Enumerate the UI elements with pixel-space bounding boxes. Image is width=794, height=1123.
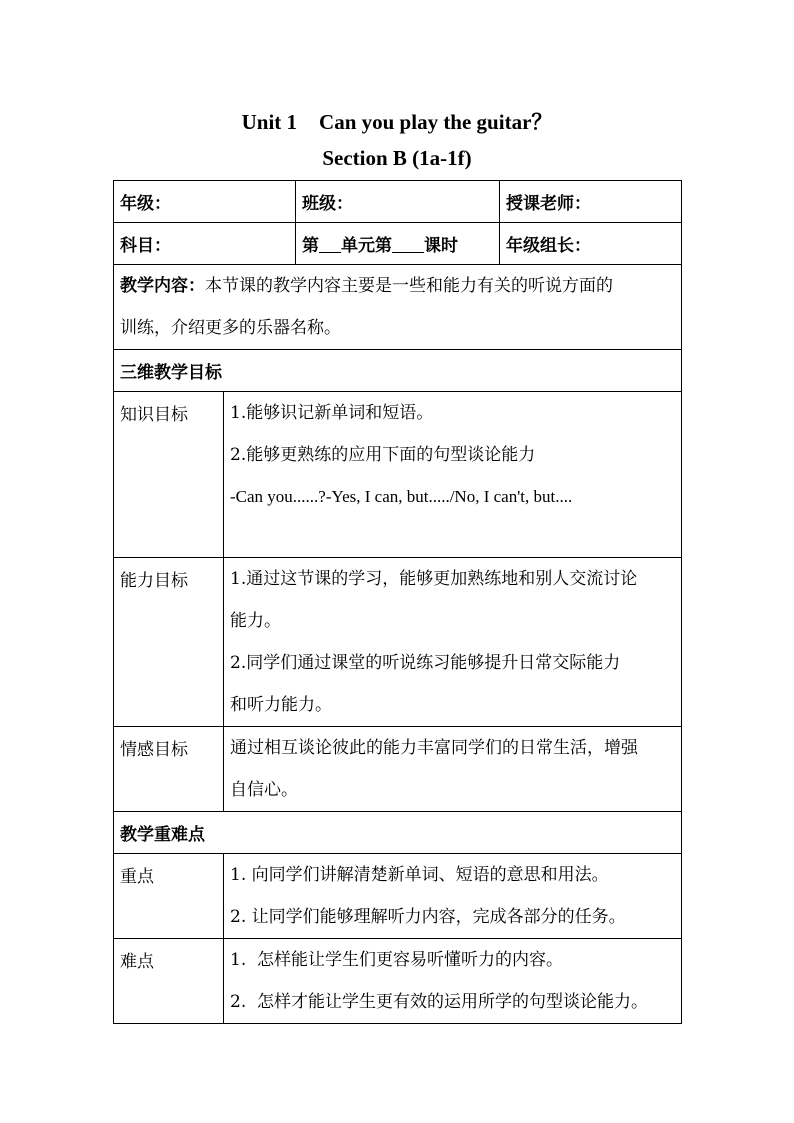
knowledge-item: 1.能够识记新单词和短语。 xyxy=(230,403,434,423)
hard-point-item: 1. 怎样能让学生们更容易听懂听力的内容。 xyxy=(230,950,564,970)
grade-cell: 年级： xyxy=(114,181,296,223)
key-point-item: 1. 向同学们讲解清楚新单词、短语的意思和用法。 xyxy=(230,865,609,885)
ability-label: 能力目标 xyxy=(114,558,224,727)
period-blank xyxy=(392,251,424,253)
goals-heading: 三维教学目标 xyxy=(114,350,682,392)
unit-title xyxy=(0,106,794,136)
ability-line: 和听力能力。 xyxy=(230,695,332,715)
emotion-line: 通过相互谈论彼此的能力丰富同学们的日常生活，增强 xyxy=(230,738,638,758)
emotion-content xyxy=(224,727,682,812)
difficulties-heading: 教学重难点 xyxy=(114,812,682,854)
unit-blank xyxy=(319,251,341,253)
hard-point-row xyxy=(114,939,682,1024)
emotion-row xyxy=(114,727,682,812)
ability-line: 2.同学们通过课堂的听说练习能够提升日常交际能力 xyxy=(230,653,621,673)
knowledge-row xyxy=(114,392,682,558)
content-cell xyxy=(114,265,682,350)
knowledge-content xyxy=(224,392,682,558)
content-text-2: 训练，介绍更多的乐器名称。 xyxy=(120,318,341,338)
hard-point-label: 难点 xyxy=(114,939,224,1024)
difficulties-heading-row xyxy=(114,812,682,854)
ability-line: 能力。 xyxy=(230,611,281,631)
content-label: 教学内容： xyxy=(120,276,205,296)
knowledge-item: 2.能够更熟练的应用下面的句型谈论能力 xyxy=(230,445,536,465)
teacher-cell: 授课老师： xyxy=(500,181,682,223)
unit-question: Can you play the guitar？ xyxy=(319,110,553,134)
lesson-plan-table xyxy=(113,180,682,1024)
key-point-label: 重点 xyxy=(114,854,224,939)
knowledge-label: 知识目标 xyxy=(114,392,224,558)
header-row-2 xyxy=(114,223,682,265)
header-row-1 xyxy=(114,181,682,223)
section-title: Section B (1a-1f) xyxy=(322,146,472,170)
emotion-label: 情感目标 xyxy=(114,727,224,812)
content-text-1: 本节课的教学内容主要是一些和能力有关的听说方面的 xyxy=(205,276,613,296)
hard-point-content xyxy=(224,939,682,1024)
goals-heading-row xyxy=(114,350,682,392)
class-cell: 班级： xyxy=(296,181,500,223)
ability-content xyxy=(224,558,682,727)
ability-line: 1.通过这节课的学习，能够更加熟练地和别人交流讨论 xyxy=(230,569,638,589)
subject-cell: 科目： xyxy=(114,223,296,265)
key-point-item: 2. 让同学们能够理解听力内容，完成各部分的任务。 xyxy=(230,907,626,927)
hard-point-item: 2. 怎样才能让学生更有效的运用所学的句型谈论能力。 xyxy=(230,992,649,1012)
unit-number: Unit 1 xyxy=(241,110,298,134)
knowledge-item: -Can you......?-Yes, I can, but...../No, I can't, but.... xyxy=(230,487,573,506)
emotion-line: 自信心。 xyxy=(230,780,298,800)
key-point-content xyxy=(224,854,682,939)
lesson-cell: 第 单元第 课时 xyxy=(296,223,500,265)
content-row xyxy=(114,265,682,350)
key-point-row xyxy=(114,854,682,939)
group-leader-cell: 年级组长： xyxy=(500,223,682,265)
ability-row xyxy=(114,558,682,727)
